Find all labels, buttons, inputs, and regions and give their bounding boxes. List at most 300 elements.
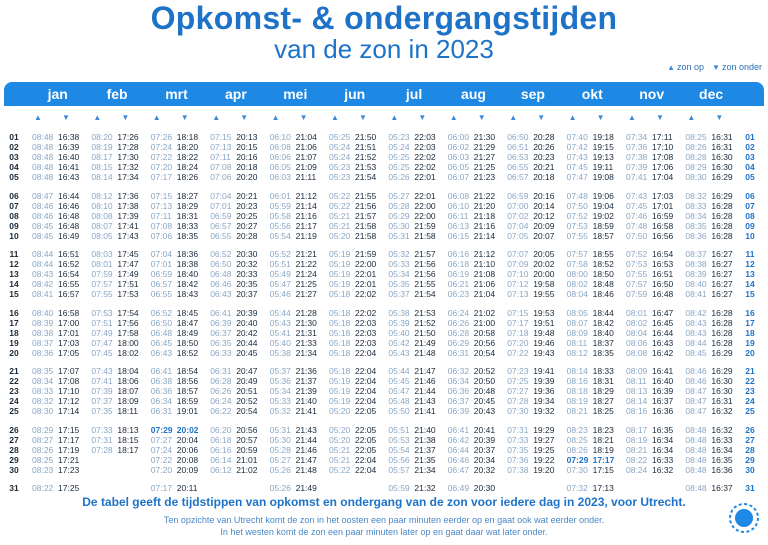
- sunset-time: 22:01: [355, 279, 377, 289]
- sunset-time: 18:49: [176, 327, 199, 338]
- legend-up: ▲ zon op: [667, 62, 705, 72]
- sunrise-time: 06:41: [210, 307, 232, 318]
- sunrise-time: 08:01: [91, 259, 113, 269]
- sunrise-time: 06:55: [150, 289, 173, 299]
- sunset-time: 16:48: [58, 210, 80, 221]
- sunset-time: 21:35: [414, 454, 436, 465]
- sunset-time: 18:38: [176, 259, 199, 269]
- arrow-row: [0, 112, 768, 124]
- sunset-time: 21:30: [473, 132, 496, 142]
- day-label-left: 20: [9, 347, 19, 358]
- sunset-time: 18:21: [592, 434, 614, 445]
- sunset-time: 21:56: [414, 259, 436, 269]
- sunset-time: 16:39: [58, 142, 80, 152]
- day-label-right: 08: [745, 210, 755, 221]
- day-label-left: 26: [9, 424, 19, 435]
- sunset-time: 18:29: [592, 386, 614, 396]
- sunrise-time: 05:21: [329, 444, 351, 455]
- page-title: Opkomst- & ondergangstijden: [150, 0, 618, 36]
- sunset-time: 22:04: [355, 386, 377, 396]
- sunrise-time: 08:34: [32, 376, 54, 386]
- sunset-time: 20:37: [236, 289, 258, 299]
- sunrise-time: 05:19: [329, 249, 351, 259]
- sunset-time: 16:27: [711, 249, 733, 259]
- sunrise-time: 07:04: [507, 220, 529, 231]
- sunrise-time: 08:48: [685, 483, 707, 493]
- sunset-time: 19:32: [533, 406, 555, 416]
- sunrise-time: 05:23: [329, 172, 351, 182]
- day-label-right: 11: [745, 249, 755, 259]
- sunrise-time: 08:25: [685, 132, 707, 142]
- sunset-time: 16:28: [711, 327, 733, 338]
- day-label-right: 26: [745, 424, 755, 435]
- sunrise-time: 08:19: [566, 396, 588, 406]
- day-label-left: 18: [9, 327, 19, 338]
- sunrise-time: 06:50: [210, 259, 232, 269]
- sunrise-time: 07:53: [91, 307, 113, 318]
- sunset-time: 20:54: [236, 406, 258, 416]
- sunrise-time: 05:37: [269, 366, 291, 376]
- sunset-time: 20:13: [236, 132, 258, 142]
- sunrise-time: 08:29: [32, 424, 54, 435]
- sunset-time: 18:42: [592, 317, 614, 328]
- sunset-time: 21:56: [355, 200, 377, 211]
- day-label-right: 15: [745, 289, 755, 299]
- sunrise-time: 07:51: [91, 317, 113, 328]
- sunset-time: 18:56: [176, 376, 199, 386]
- sunset-time: 20:51: [236, 386, 258, 396]
- sunrise-time: 08:47: [685, 386, 707, 396]
- sunset-time: 16:51: [58, 249, 80, 259]
- sunset-time: 21:41: [295, 406, 317, 416]
- sunset-time: 21:27: [295, 289, 317, 299]
- triangle-down-icon: ▼: [240, 113, 249, 122]
- sunrise-time: 06:44: [447, 444, 470, 455]
- sunrise-time: 06:41: [150, 366, 173, 376]
- sunrise-time: 07:36: [507, 454, 529, 465]
- sunset-time: 20:30: [236, 249, 258, 259]
- triangle-down-icon: ▼: [121, 113, 130, 122]
- sunset-time: 20:15: [236, 142, 258, 152]
- sunrise-time: 07:45: [91, 347, 113, 358]
- sunset-time: 21:01: [236, 454, 258, 465]
- sunrise-time: 07:22: [150, 454, 173, 465]
- sunset-time: 16:35: [711, 454, 733, 465]
- sunset-time: 18:33: [592, 366, 614, 376]
- sunset-time: 16:34: [652, 444, 674, 455]
- triangle-up-icon: ▲: [212, 113, 221, 122]
- sunset-time: 16:46: [58, 200, 80, 211]
- sunrise-time: 08:37: [685, 249, 707, 259]
- sunset-time: 16:55: [58, 279, 80, 289]
- sunset-time: 21:47: [295, 454, 317, 465]
- day-label-right: 20: [745, 347, 755, 358]
- sunset-time: 20:28: [533, 132, 555, 142]
- sunset-time: 19:41: [533, 366, 555, 376]
- sunrise-time: 05:40: [388, 327, 410, 338]
- sunset-time: 18:00: [117, 337, 139, 348]
- sunset-time: 21:27: [473, 152, 496, 162]
- sunrise-time: 06:07: [447, 172, 470, 182]
- sunset-time: 19:15: [592, 142, 614, 152]
- sunrise-time: 06:32: [447, 366, 470, 376]
- sunset-time: 21:16: [473, 220, 496, 231]
- month-header-nov: nov: [639, 86, 665, 102]
- sunset-time: 21:53: [355, 162, 377, 172]
- triangle-down-icon: ▼: [477, 113, 486, 122]
- sunrise-time: 05:30: [388, 220, 410, 231]
- sunrise-time: 05:18: [329, 307, 351, 318]
- sunrise-time: 05:54: [388, 444, 410, 455]
- sunset-time: 20:30: [473, 483, 496, 493]
- sunrise-time: 06:08: [269, 142, 291, 152]
- sunset-time: 19:53: [533, 307, 555, 318]
- sunset-time: 17:58: [117, 327, 139, 338]
- sunset-time: 21:47: [414, 366, 436, 376]
- sunrise-time: 08:48: [32, 162, 54, 172]
- sunset-time: 21:54: [414, 289, 436, 299]
- sunset-time: 18:50: [592, 269, 614, 279]
- sunset-time: 19:43: [533, 347, 555, 358]
- sunrise-time: 07:15: [507, 307, 529, 318]
- sunrise-time: 06:50: [150, 317, 173, 328]
- sunset-time: 19:22: [533, 454, 555, 465]
- sunrise-time: 08:26: [566, 444, 588, 455]
- sunrise-time: 07:23: [507, 366, 529, 376]
- sunrise-time: 05:44: [388, 366, 410, 376]
- sunset-time: 17:10: [652, 142, 674, 152]
- sunset-time: 21:11: [295, 172, 317, 182]
- sunset-time: 16:40: [58, 152, 80, 162]
- sunrise-time: 05:46: [269, 289, 291, 299]
- sunrise-time: 07:02: [507, 210, 529, 221]
- sunrise-time: 08:30: [32, 406, 54, 416]
- sunset-time: 21:58: [355, 230, 377, 241]
- sunrise-time: 06:38: [150, 376, 173, 386]
- sunset-time: 20:44: [236, 337, 258, 348]
- sunrise-time: 08:05: [566, 307, 588, 318]
- day-label-right: 13: [745, 269, 755, 279]
- sunset-time: 20:37: [473, 444, 496, 455]
- sunset-time: 21:28: [295, 307, 317, 318]
- month-header-sep: sep: [520, 86, 545, 102]
- sunrise-time: 06:03: [447, 152, 470, 162]
- sunset-time: 21:02: [473, 307, 496, 318]
- month-header-dec: dec: [699, 86, 724, 102]
- sunrise-time: 07:33: [91, 424, 113, 435]
- sunrise-time: 05:56: [269, 220, 291, 231]
- sunrise-time: 05:20: [329, 406, 351, 416]
- sunrise-time: 05:27: [269, 454, 291, 465]
- sunset-time: 16:56: [652, 230, 674, 241]
- sunset-time: 16:49: [58, 230, 80, 241]
- sunrise-time: 07:35: [507, 444, 529, 455]
- sunrise-time: 07:05: [507, 230, 529, 241]
- sunrise-time: 08:47: [32, 190, 54, 201]
- sunrise-time: 05:19: [329, 396, 351, 406]
- sunrise-time: 07:33: [507, 434, 529, 445]
- day-label-left: 24: [9, 396, 19, 406]
- sunrise-time: 08:16: [566, 376, 588, 386]
- sunrise-time: 05:24: [388, 142, 410, 152]
- sunset-time: 20:35: [236, 279, 258, 289]
- sunset-time: 16:54: [58, 269, 80, 279]
- sunrise-time: 08:48: [685, 454, 707, 465]
- sunrise-time: 05:26: [269, 483, 291, 493]
- sunrise-time: 05:19: [329, 269, 351, 279]
- sunrise-time: 05:45: [388, 376, 410, 386]
- sunset-time: 22:05: [355, 424, 377, 435]
- sunset-time: 16:28: [711, 307, 733, 318]
- sunset-time: 20:08: [176, 454, 199, 465]
- sunrise-time: 06:06: [269, 152, 291, 162]
- sunrise-time: 05:26: [388, 172, 410, 182]
- day-label-left: 10: [9, 230, 19, 241]
- sunrise-time: 05:28: [269, 444, 291, 455]
- sunrise-time: 06:05: [269, 162, 291, 172]
- sunrise-time: 05:21: [329, 220, 351, 231]
- sunrise-time: 05:25: [388, 162, 410, 172]
- sunset-time: 20:56: [236, 424, 258, 435]
- sunset-time: 16:37: [652, 396, 674, 406]
- sunset-time: 18:57: [592, 230, 614, 241]
- sunrise-time: 08:04: [566, 289, 588, 299]
- sunset-time: 16:28: [711, 230, 733, 241]
- sunset-time: 17:54: [117, 307, 139, 318]
- sunset-time: 20:57: [236, 434, 258, 445]
- sunrise-time: 07:36: [626, 142, 648, 152]
- sunset-time: 18:36: [176, 249, 199, 259]
- sunset-time: 16:31: [711, 396, 733, 406]
- day-label-right: 09: [745, 220, 755, 231]
- sunrise-time: 07:24: [150, 444, 173, 455]
- sunset-time: 21:32: [414, 483, 436, 493]
- sunset-time: 16:28: [711, 200, 733, 211]
- sunrise-time: 07:18: [507, 327, 529, 338]
- triangle-up-icon: ▲: [628, 113, 636, 122]
- sunset-time: 21:56: [414, 269, 436, 279]
- sunset-time: 21:10: [473, 259, 496, 269]
- sunset-time: 18:40: [592, 327, 614, 338]
- day-label-right: 03: [745, 152, 755, 162]
- sunset-time: 18:24: [176, 162, 199, 172]
- sunset-time: 18:42: [176, 279, 199, 289]
- sunset-time: 17:49: [117, 269, 139, 279]
- sunrise-time: 08:46: [32, 200, 54, 211]
- sunset-time: 17:14: [58, 406, 80, 416]
- sunset-time: 16:32: [711, 424, 733, 435]
- sunrise-time: 05:20: [329, 230, 351, 241]
- sunrise-time: 07:57: [626, 279, 648, 289]
- sunrise-time: 05:18: [329, 337, 351, 348]
- day-label-right: 04: [745, 162, 755, 172]
- sunrise-time: 05:19: [329, 376, 351, 386]
- sunrise-time: 08:36: [685, 230, 707, 241]
- sunrise-time: 08:16: [626, 406, 648, 416]
- sunrise-time: 07:38: [507, 464, 529, 475]
- footnote-line-1: Ten opzichte van Utrecht komt de zon in het oosten een paar minuten eerder op en gaat ook wat eerder onder.: [163, 515, 605, 525]
- sunset-time: 21:58: [414, 230, 436, 241]
- sunset-time: 18:40: [176, 269, 199, 279]
- sunset-time: 20:23: [236, 200, 258, 211]
- sunset-time: 22:01: [414, 190, 436, 201]
- sunrise-time: 07:58: [566, 259, 588, 269]
- sunset-time: 18:13: [117, 424, 139, 435]
- sunset-time: 21:37: [295, 376, 317, 386]
- sunrise-time: 08:19: [91, 142, 113, 152]
- sunset-time: 21:00: [473, 317, 496, 328]
- month-header-jan: jan: [47, 86, 68, 102]
- sunrise-time: 07:10: [507, 269, 529, 279]
- sunrise-time: 06:10: [269, 132, 291, 142]
- month-header-jun: jun: [344, 86, 366, 102]
- sunset-time: 18:19: [592, 444, 614, 455]
- sunset-time: 21:34: [295, 347, 317, 358]
- day-label-right: 12: [745, 259, 755, 269]
- sunrise-time: 06:28: [447, 327, 470, 338]
- sunrise-time: 08:21: [566, 406, 588, 416]
- sunset-time: 16:48: [58, 220, 80, 231]
- sunrise-time: 07:01: [210, 200, 232, 211]
- sunset-time: 20:20: [236, 172, 258, 182]
- sunrise-time: 08:30: [685, 172, 707, 182]
- sunrise-time: 05:22: [329, 190, 351, 201]
- sunrise-time: 07:52: [566, 210, 588, 221]
- sunrise-time: 08:14: [566, 366, 588, 376]
- sunrise-time: 06:14: [210, 454, 232, 465]
- sunrise-time: 05:48: [388, 396, 410, 406]
- sunset-time: 18:26: [176, 172, 199, 182]
- sunrise-time: 07:47: [91, 337, 113, 348]
- sunset-time: 20:21: [236, 190, 258, 201]
- day-label-left: 29: [9, 454, 19, 465]
- sunset-time: 19:01: [176, 406, 199, 416]
- sunrise-time: 05:34: [269, 386, 291, 396]
- sunrise-time: 07:11: [150, 210, 172, 221]
- sunrise-time: 07:37: [91, 396, 113, 406]
- sunset-time: 16:29: [711, 366, 733, 376]
- day-label-left: 04: [9, 162, 19, 172]
- sunset-time: 20:28: [236, 230, 258, 241]
- sunrise-time: 08:39: [32, 317, 54, 328]
- triangle-down-icon: ▼: [715, 113, 724, 122]
- sunrise-time: 05:36: [269, 376, 291, 386]
- sunrise-time: 08:06: [626, 337, 648, 348]
- sunset-time: 20:56: [473, 337, 496, 348]
- sunrise-time: 08:38: [32, 327, 54, 338]
- sunset-time: 21:08: [473, 269, 496, 279]
- sunrise-time: 06:50: [507, 132, 529, 142]
- sunrise-time: 05:31: [269, 424, 291, 435]
- sunset-time: 18:59: [176, 396, 199, 406]
- sunset-time: 22:02: [355, 307, 377, 318]
- sunrise-time: 08:25: [32, 454, 54, 465]
- sunset-time: 16:30: [711, 376, 733, 386]
- sunset-time: 18:15: [117, 434, 139, 445]
- sunset-time: 21:36: [295, 366, 317, 376]
- sunrise-time: 07:20: [150, 464, 173, 475]
- sunset-time: 16:36: [711, 464, 733, 475]
- sunset-time: 21:54: [355, 172, 377, 182]
- sunrise-time: 07:55: [626, 269, 648, 279]
- triangle-up-icon: ▲: [390, 113, 399, 122]
- sunrise-time: 08:07: [566, 317, 588, 328]
- sunset-time: 22:05: [355, 444, 377, 455]
- sunset-time: 21:14: [295, 200, 317, 211]
- sunrise-time: 08:48: [32, 172, 54, 182]
- sunrise-time: 08:08: [91, 210, 113, 221]
- sunset-time: 20:49: [236, 376, 258, 386]
- sunrise-time: 05:59: [269, 200, 291, 211]
- sunrise-time: 05:22: [329, 200, 351, 211]
- sunrise-time: 05:47: [388, 386, 410, 396]
- sunrise-time: 06:57: [150, 279, 173, 289]
- sunrise-time: 06:57: [210, 220, 232, 231]
- sunrise-time: 07:31: [91, 434, 113, 445]
- sunset-time: 20:59: [236, 444, 258, 455]
- sunset-time: 19:06: [592, 190, 614, 201]
- sunset-time: 21:12: [295, 190, 317, 201]
- sunrise-time: 05:21: [329, 210, 351, 221]
- sunrise-time: 07:12: [507, 279, 529, 289]
- day-label-right: 01: [745, 132, 755, 142]
- sunset-time: 21:31: [295, 327, 317, 338]
- sunset-time: 22:02: [414, 152, 436, 162]
- sunset-time: 16:29: [711, 347, 733, 358]
- sunrise-time: 07:47: [566, 172, 588, 182]
- sunset-time: 20:43: [473, 406, 496, 416]
- sunrise-time: 08:40: [685, 279, 707, 289]
- sunset-time: 21:07: [295, 152, 317, 162]
- sunset-time: 20:12: [533, 210, 555, 221]
- sunset-time: 18:25: [592, 406, 614, 416]
- day-label-left: 27: [9, 434, 19, 445]
- sunset-time: 17:15: [592, 464, 614, 475]
- sunset-time: 21:44: [414, 386, 436, 396]
- sunset-time: 22:04: [355, 396, 377, 406]
- sunrise-time: 08:35: [32, 366, 54, 376]
- sunrise-time: 07:40: [566, 132, 588, 142]
- legend-down: ▼ zon onder: [712, 62, 762, 72]
- sunset-time: 20:16: [236, 152, 258, 162]
- sunrise-time: 08:24: [626, 464, 648, 475]
- sunrise-time: 08:19: [626, 434, 648, 445]
- day-label-left: 14: [9, 279, 19, 289]
- sunset-time: 17:34: [117, 172, 139, 182]
- month-header-okt: okt: [581, 86, 603, 102]
- sunrise-time: 08:02: [566, 279, 588, 289]
- sunset-time: 21:59: [414, 220, 436, 231]
- sunrise-time: 05:32: [269, 406, 291, 416]
- sunrise-time: 08:22: [32, 483, 54, 493]
- sunrise-time: 06:24: [210, 396, 232, 406]
- sunset-time: 16:58: [58, 307, 80, 318]
- sunrise-time: 06:53: [507, 152, 529, 162]
- sunrise-time: 07:08: [210, 162, 232, 172]
- sunrise-time: 05:35: [388, 279, 410, 289]
- sunset-time: 21:22: [295, 259, 317, 269]
- sunrise-time: 05:33: [269, 396, 291, 406]
- triangle-down-icon: ▼: [712, 63, 720, 72]
- sunrise-time: 07:08: [150, 220, 173, 231]
- sunset-time: 19:55: [533, 289, 555, 299]
- sunrise-time: 07:59: [91, 269, 113, 279]
- sunset-time: 17:38: [117, 200, 139, 211]
- sunset-time: 18:46: [592, 289, 614, 299]
- sunrise-time: 07:39: [91, 386, 113, 396]
- month-header-feb: feb: [106, 86, 128, 102]
- sunrise-time: 06:10: [447, 200, 470, 211]
